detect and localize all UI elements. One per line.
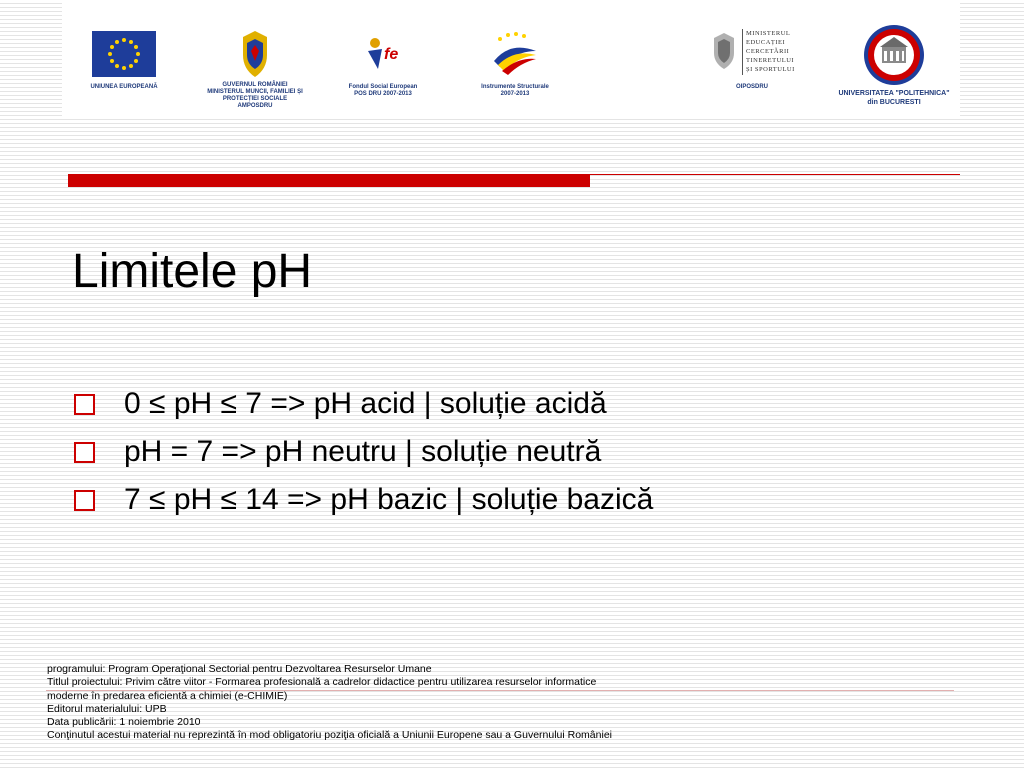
footer-line: Data publicării: 1 noiembrie 2010 — [47, 716, 201, 729]
footer-line: moderne în predarea eficientă a chimiei (e-CHIMIE) — [47, 689, 288, 702]
bullet-text: 7 ≤ pH ≤ 14 => pH bazic | soluție bazică — [124, 483, 654, 516]
footer-line: Conţinutul acestui material nu reprezintă în mod obligatoriu poziţia oficială a Uniunii Europene sau a Guvernului României — [47, 729, 612, 742]
coat-of-arms-icon — [237, 29, 273, 79]
instrumente-structurale-logo — [490, 31, 540, 80]
square-bullet-icon — [74, 442, 95, 463]
eu-flag-icon — [92, 31, 156, 77]
instrumente-structurale-caption: Instrumente Structurale 2007-2013 — [481, 84, 549, 97]
title-accent-bar — [68, 174, 590, 187]
slide-title: Limitele pH — [72, 245, 313, 298]
footer-line: Titlul proiectului: Privim către viitor - Formarea profesională a cadrelor didactice pentru utilizarea resurselor informatice — [47, 676, 597, 689]
footer — [47, 663, 612, 743]
title-accent-line — [590, 174, 960, 175]
ministry-crest-icon — [710, 31, 738, 71]
fse-caption: Fondul Social European POS DRU 2007-2013 — [348, 84, 418, 97]
square-bullet-icon — [74, 490, 95, 511]
upb-caption: UNIVERSITATEA "POLITEHNICA" din BUCURESTI — [838, 90, 950, 106]
instrumente-structurale-icon — [490, 31, 540, 75]
list-item — [72, 432, 653, 480]
upb-logo — [862, 23, 926, 92]
bullet-text: pH = 7 => pH neutru | soluție neutră — [124, 435, 602, 468]
footer-line: Editorul materialului: UPB — [47, 702, 167, 715]
ministry-name: MINISTERUL EDUCAȚIEI CERCETĂRII TINERETULUI ȘI SPORTULUI — [746, 30, 795, 73]
romania-government-logo — [237, 29, 273, 84]
bullet-list — [72, 384, 653, 528]
logo-band — [62, 3, 960, 118]
square-bullet-icon — [74, 394, 95, 415]
ministry-caption: OIPOSDRU — [735, 84, 768, 90]
romania-government-caption: GUVERNUL ROMÂNIEI MINISTERUL MUNCII, FAMILIEI ȘI PROTECȚIEI SOCIALE AMPOSDRU — [207, 82, 303, 109]
bullet-text: 0 ≤ pH ≤ 7 => pH acid | soluție acidă — [124, 387, 607, 420]
upb-seal-icon — [862, 23, 926, 87]
ministry-divider — [742, 29, 743, 75]
fse-logo — [360, 33, 406, 78]
svg-text:fe: fe — [384, 46, 399, 63]
fse-figure-icon — [360, 33, 406, 73]
ministerul-educatiei-logo — [710, 31, 738, 76]
footer-line: programului: Program Operaţional Sectorial pentru Dezvoltarea Resurselor Umane — [47, 663, 432, 675]
eu-logo — [92, 31, 156, 82]
list-item — [72, 480, 653, 528]
list-item — [72, 384, 653, 432]
eu-caption: UNIUNEA EUROPEANĂ — [90, 84, 158, 90]
